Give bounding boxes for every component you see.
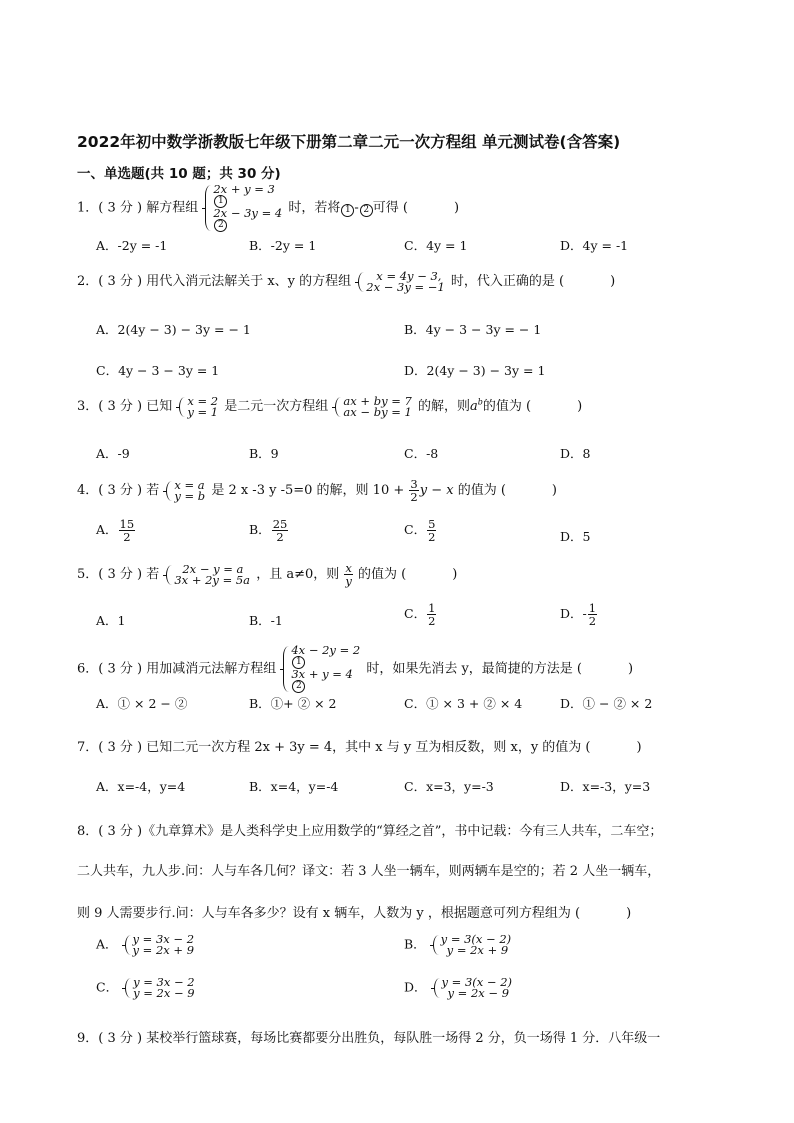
q4-b-frac	[272, 518, 289, 543]
circle-1-icon: 1	[214, 195, 227, 208]
q8-d-eq2: y = 2x − 9	[447, 986, 510, 1000]
q5-close: )	[452, 567, 458, 582]
q4-fraction	[409, 478, 418, 503]
q2-option-c[interactable]: C．4y − 3 − 3y = 1	[96, 363, 220, 378]
q4-option-a[interactable]	[96, 518, 136, 543]
q5-d-den: 2	[588, 614, 597, 628]
q4-d-label: D．5	[560, 529, 591, 544]
q4-frac-den: 2	[410, 490, 418, 504]
q4-a-label: A．	[96, 522, 118, 537]
q4-s1-line2: y = b	[174, 488, 206, 503]
q5-option-c[interactable]	[404, 602, 437, 627]
q3-option-b[interactable]: B．9	[249, 446, 279, 461]
q4-c-frac	[427, 518, 436, 543]
q3-solution	[178, 393, 219, 419]
q4-c-num: 5	[428, 517, 436, 531]
circle-1-icon: 1	[341, 204, 354, 217]
q4-frac-num: 3	[410, 477, 418, 491]
q4-option-d[interactable]	[560, 527, 590, 545]
q3-option-a[interactable]: A．-9	[96, 446, 130, 461]
q6-option-b[interactable]: B．①+ ② × 2	[249, 696, 337, 711]
q3-prefix: 3．( 3 分 ) 已知	[77, 399, 173, 414]
q2-option-a[interactable]: A．2(4y − 3) − 3y = − 1	[96, 322, 251, 337]
q6-eq1: 4x − 2y = 2	[291, 643, 361, 657]
circle-1-icon: 1	[292, 656, 305, 669]
q7-option-c[interactable]: C．x=3，y=-3	[404, 779, 494, 794]
q8-c-system	[124, 977, 195, 999]
q3-expr: a	[470, 399, 478, 414]
q1-prefix: 1．( 3 分 ) 解方程组	[77, 200, 199, 216]
q1-option-a[interactable]: A．-2y = -1	[96, 238, 168, 253]
q6-system	[282, 645, 360, 693]
q5-c-den: 2	[428, 614, 436, 628]
circle-2-icon: 2	[214, 219, 227, 232]
q7-option-d[interactable]: D．x=-3，y=3	[560, 779, 651, 794]
q5-s1-line1: 2x − y = a	[182, 561, 244, 576]
question-8-line3	[77, 902, 631, 921]
q8-a-eq2: y = 2x + 9	[132, 943, 195, 957]
q6-eq2: 3x + y = 4	[291, 667, 353, 681]
q1-option-d[interactable]: D．4y = -1	[560, 238, 629, 253]
question-8-line1: 8．( 3 分 )《九章算术》是人类科学史上应用数学的“算经之首”，书中记载：今有三人共车，二车空；	[77, 824, 663, 839]
q8-b-eq1: y = 3(x − 2)	[440, 932, 512, 946]
q1-suffix: 可得 (	[372, 200, 408, 216]
q7-option-a[interactable]: A．x=-4，y=4	[96, 779, 186, 794]
q8-c-label: C．	[96, 979, 119, 995]
q4-prefix: 4．( 3 分 ) 若	[77, 483, 160, 498]
q3-option-c[interactable]: C．-8	[404, 446, 439, 461]
q4-tail: y − x	[419, 483, 454, 498]
question-9: 9．( 3 分 ) 某校举行篮球赛，每场比赛都要分出胜负，每队胜一场得 2 分，负一场得 1 分．八年级一	[77, 1031, 661, 1046]
q8-a-system	[124, 934, 195, 956]
q1-close: )	[453, 200, 460, 216]
q5-prefix: 5．( 3 分 ) 若	[77, 567, 160, 582]
q7-text: 7．( 3 分 ) 已知二元一次方程 2x + 3y = 4，其中 x 与 y 互为相反数，则 x，y 的值为 (	[77, 740, 591, 755]
q4-b-num: 25	[272, 517, 288, 531]
q4-a-frac	[119, 518, 136, 543]
q4-mid: 是 2 x -3 y -5=0 的解，则 10 +	[211, 483, 405, 498]
question-7	[77, 736, 642, 755]
circle-2-icon: 2	[360, 204, 373, 217]
q2-eq1: x = 4y − 3,	[376, 268, 442, 283]
q3-suffix: 的解，则	[417, 399, 470, 414]
q4-s1-line1: x = a	[174, 477, 205, 492]
q6-option-d[interactable]: D．① − ② × 2	[560, 696, 653, 711]
q4-close: )	[551, 483, 557, 498]
q8-c-eq1: y = 3x − 2	[133, 975, 195, 989]
question-2	[77, 270, 615, 293]
q5-suffix: 的值为 (	[358, 567, 407, 582]
q5-d-frac	[588, 602, 597, 627]
q5-fraction	[344, 562, 353, 587]
q1-op: -	[354, 200, 359, 216]
q8-option-d[interactable]	[404, 977, 514, 999]
q3-s2-line2: ax − by = 1	[343, 404, 412, 419]
q4-b-label: B．	[249, 522, 271, 537]
q1-option-b[interactable]: B．-2y = 1	[249, 238, 317, 253]
q6-close: )	[628, 661, 634, 677]
q5-frac-num: x	[345, 561, 352, 575]
circle-2-icon: 2	[292, 680, 305, 693]
q2-suffix: 时，代入正确的是 (	[450, 274, 565, 289]
section-heading: 一、单选题(共 10 题；共 30 分)	[77, 166, 281, 182]
q5-s1-line2: 3x + 2y = 5a	[174, 572, 251, 587]
q2-option-d[interactable]: D．2(4y − 3) − 3y = 1	[404, 363, 546, 378]
question-8-line2: 二人共车，九人步.问：人与车各几何？译文：若 3 人坐一辆车，则两辆车是空的；若 2 人坐一辆车，	[77, 864, 661, 879]
q5-frac-den: y	[345, 574, 352, 588]
q1-mid: 时，若将	[288, 200, 341, 216]
q8-line3-text: 则 9 人需要步行.问：人与车各多少？设有 x 辆车，人数为 y ，根据题意可列方程组为 (	[77, 906, 581, 921]
q8-a-eq1: y = 3x − 2	[132, 932, 195, 946]
q4-b-den: 2	[276, 530, 284, 544]
question-5	[77, 562, 457, 587]
question-1	[77, 184, 459, 232]
q4-a-den: 2	[123, 530, 131, 544]
q6-option-a[interactable]: A．① × 2 − ②	[96, 696, 188, 711]
q6-suffix: 时，如果先消去 y，最简捷的方法是 (	[366, 661, 583, 677]
q8-c-eq2: y = 2x − 9	[133, 986, 195, 1000]
q4-option-c[interactable]	[404, 518, 437, 543]
page-title: 2022年初中数学浙教版七年级下册第二章二元一次方程组 单元测试卷(含答案)	[77, 133, 621, 151]
q5-c-frac	[427, 602, 436, 627]
q5-option-a[interactable]	[96, 611, 125, 629]
q2-system	[357, 268, 445, 294]
q2-close: )	[610, 274, 616, 289]
q3-s1-line1: x = 2	[187, 393, 219, 408]
q5-b-label: B．-1	[249, 613, 283, 628]
q3-mid: 是二元一次方程组	[224, 399, 329, 414]
q5-system	[165, 561, 251, 587]
q8-a-label: A．	[96, 936, 118, 952]
q5-d-label: D．-	[560, 606, 587, 621]
question-6	[77, 645, 633, 693]
q1-eq1: 2x + y = 3	[213, 182, 275, 196]
q4-c-label: C．	[404, 522, 427, 537]
q8-option-a[interactable]	[96, 934, 196, 956]
q5-c-label: C．	[404, 606, 427, 621]
q3-system	[334, 393, 412, 419]
q8-b-system	[432, 934, 511, 956]
q4-suffix: 的值为 (	[457, 483, 506, 498]
q8-b-eq2: y = 2x + 9	[446, 943, 509, 957]
q6-prefix: 6．( 3 分 ) 用加减消元法解方程组	[77, 661, 277, 677]
q3-close: )	[577, 399, 583, 414]
q3-option-d[interactable]: D．8	[560, 446, 591, 461]
q3-s2-line1: ax + by = 7	[343, 393, 412, 408]
q3-sup: b	[477, 397, 483, 407]
question-3	[77, 395, 582, 418]
q7-close: )	[636, 740, 642, 755]
q8-close: )	[626, 906, 632, 921]
q5-a-label: A．1	[96, 613, 126, 628]
q4-a-num: 15	[119, 517, 135, 531]
q1-option-c[interactable]: C．4y = 1	[404, 238, 468, 253]
q5-d-num: 1	[588, 601, 597, 615]
q2-prefix: 2．( 3 分 ) 用代入消元法解关于 x、y 的方程组	[77, 274, 352, 289]
q4-c-den: 2	[428, 530, 436, 544]
q6-option-c[interactable]: C．① × 3 + ② × 4	[404, 696, 523, 711]
q3-s1-line2: y = 1	[187, 404, 219, 419]
q8-d-system	[433, 977, 512, 999]
question-4	[77, 478, 557, 503]
q4-solution	[165, 477, 206, 503]
q5-mid: ，且 a≠0，则	[256, 567, 340, 582]
q8-d-eq1: y = 3(x − 2)	[441, 975, 512, 989]
q5-c-num: 1	[428, 601, 436, 615]
q8-option-c[interactable]	[96, 977, 197, 999]
q1-eq2: 2x − 3y = 4	[213, 206, 283, 220]
q3-suffix2: 的值为 (	[482, 399, 532, 414]
q2-eq2: 2x − 3y = −1	[366, 279, 445, 294]
q4-option-b[interactable]	[249, 518, 289, 543]
q2-option-b[interactable]: B．4y − 3 − 3y = − 1	[404, 322, 542, 337]
q5-option-b[interactable]	[249, 611, 283, 629]
q1-system	[204, 184, 282, 232]
q5-option-d[interactable]	[560, 602, 598, 627]
q8-b-label: B．	[404, 936, 426, 952]
q8-option-b[interactable]	[404, 934, 513, 956]
q8-d-label: D．	[404, 979, 427, 995]
q7-option-b[interactable]: B．x=4，y=-4	[249, 779, 339, 794]
